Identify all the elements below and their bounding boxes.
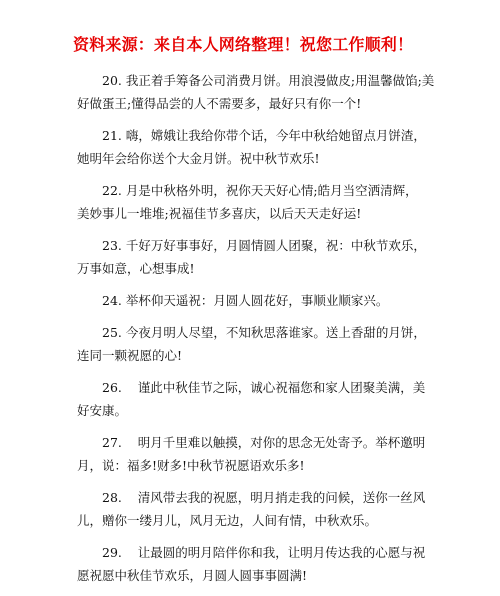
document-body xyxy=(77,69,447,596)
paragraph-line: 26. 谨此中秋佳节之际，诚心祝福您和家人团聚美满，美 xyxy=(102,380,426,395)
paragraph-28 xyxy=(77,486,447,532)
paragraph-25 xyxy=(77,321,447,367)
paragraph-line: 27. 明月千里难以触摸，对你的思念无处寄予。举杯邀明 xyxy=(102,435,426,450)
paragraph-line: 28. 清风带去我的祝愿，明月捎走我的问候，送你一丝风 xyxy=(102,490,426,505)
paragraph-line: 好安康。 xyxy=(77,403,128,418)
paragraph-line: 21. 嗨，嫦娥让我给你带个话，今年中秋给她留点月饼渣， xyxy=(102,128,426,143)
paragraph-line: 美妙事儿一堆堆;祝福佳节多喜庆，以后天天走好运! xyxy=(77,206,362,221)
paragraph-21 xyxy=(77,124,447,170)
paragraph-29 xyxy=(77,541,447,587)
paragraph-line: 20. 我正着手筹备公司消费月饼。用浪漫做皮;用温馨做馅;美 xyxy=(102,73,435,88)
source-header: 资料来源：来自本人网络整理！祝您工作顺利！ xyxy=(73,35,414,54)
paragraph-line: 万事如意，心想事成! xyxy=(77,261,195,276)
paragraph-line: 她明年会给你送个大金月饼。祝中秋节欢乐! xyxy=(77,151,320,166)
paragraph-line: 愿祝愿中秋佳节欢乐，月圆人圆事事圆满! xyxy=(77,568,308,583)
paragraph-line: 24. 举杯仰天遥祝：月圆人圆花好，事顺业顺家兴。 xyxy=(102,293,389,308)
paragraph-line: 月，说：福多!财多!中秋节祝愿语欢乐多! xyxy=(77,458,305,473)
paragraph-line: 好做蛋王;懂得品尝的人不需要多，最好只有你一个! xyxy=(77,96,362,111)
paragraph-22 xyxy=(77,179,447,225)
paragraph-line: 连同一颗祝愿的心! xyxy=(77,348,183,363)
paragraph-line: 29. 让最圆的明月陪伴你和我，让明月传达我的心愿与祝 xyxy=(102,545,426,560)
paragraph-23 xyxy=(77,234,447,280)
paragraph-line: 25. 今夜月明人尽望，不知秋思落谁家。送上香甜的月饼， xyxy=(102,325,426,340)
paragraph-line: 儿，赠你一缕月儿，风月无边，人间有情，中秋欢乐。 xyxy=(77,513,378,528)
paragraph-line: 22. 月是中秋格外明，祝你天天好心情;皓月当空洒清辉， xyxy=(102,183,418,198)
paragraph-24 xyxy=(77,289,447,312)
paragraph-20 xyxy=(77,69,447,115)
paragraph-line: 23. 千好万好事事好，月圆情圆人团聚，祝：中秋节欢乐， xyxy=(102,238,426,253)
paragraph-27 xyxy=(77,431,447,477)
paragraph-26 xyxy=(77,376,447,422)
